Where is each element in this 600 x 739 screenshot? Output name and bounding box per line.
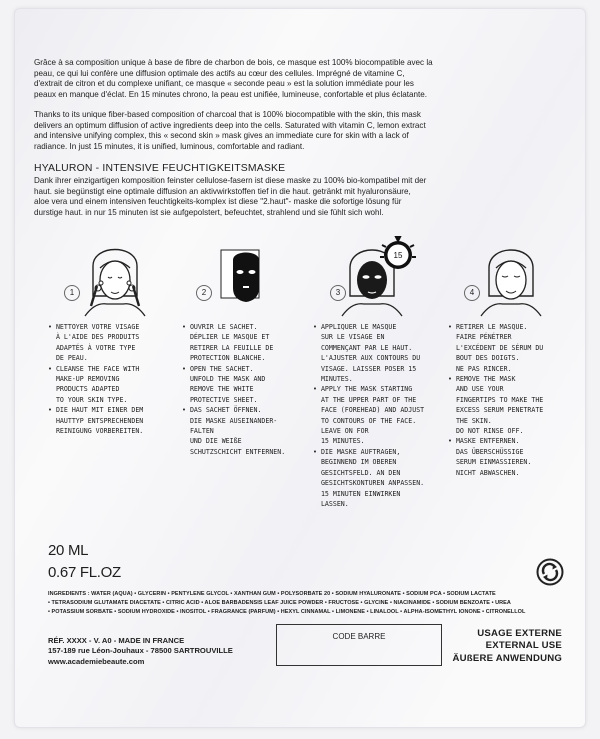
text-line: durstige haut. in nur 15 minuten ist sie aufgepolstert, befeuchtet, strahlend und sie fühlt sich wohl. [34,207,384,217]
instruction-line: MAKE-UP REMOVING [48,375,120,384]
instruction-line: TO CONTOURS OF THE FACE. [313,416,417,425]
text-line: Thanks to its unique fiber-based composition of charcoal that is 100% biocompatible with the skin, this mask [34,110,421,119]
instruction-line: PRODUCTS ADAPTED [48,385,120,394]
steps-illustrations [0,228,600,318]
instruction-line: FALTEN [182,427,214,436]
ingredients-line: INGREDIENTS : WATER (AQUA) • GLYCERIN • PENTYLENE GLYCOL • XANTHAN GUM • POLYSORBATE 20 • SODIUM HYALURONATE • SODIUM PCA • SODIUM LACTATE [48,591,496,597]
volume-ml: 20 ML [48,542,89,559]
german-description [34,176,562,218]
step-3-instructions [313,322,424,509]
english-description [34,110,562,152]
instruction-line: LASSEN. [313,499,349,508]
instruction-line: • OUVRIR LE SACHET. [182,323,258,331]
step-number: 3 [330,285,346,301]
instruction-line: PROTECTION BLANCHE. [182,354,266,363]
ingredients-line: • POTASSIUM SORBATE • SODIUM HYDROXIDE • INOSITOL • FRAGRANCE (PARFUM) • HEXYL CINNAMAL • LIMONENE • LINALOOL • ALPHA-ISOMETHYL IONONE • CITRONELLOL [48,609,526,615]
instruction-line: L'AJUSTER AUX CONTOURS DU [313,354,421,363]
timer-label: 15 [393,251,403,260]
step-1-instructions [48,322,143,436]
text-line: haut. sie begünstigt eine optimale diffusion an aktivwirkstoffen tief in die haut. getränkt mit hyaluronsäure, [34,186,411,196]
reference-line: RÉF. XXXX - V. A0 - MADE IN FRANCE [48,636,185,645]
text-line: delivers an optimum diffusion of active ingredients deep into the cells. Saturated with vitamin C, lemon extract [34,120,426,130]
french-description [34,58,562,100]
instruction-line: • NETTOYER VOTRE VISAGE [48,323,140,331]
ingredients-list [48,590,558,617]
step-number: 2 [196,285,212,301]
instruction-line: GESICHTSKONTUREN ANPASSEN. [313,479,425,488]
instruction-line: BEGINNEND IM OBEREN [313,458,397,467]
usage-line: EXTERNAL USE [485,640,562,652]
finished-face-icon [481,250,541,316]
instruction-line: PROTECTIVE SHEET. [182,395,258,404]
sheet-mask-icon [221,250,259,302]
instruction-line: FINGERTIPS TO MAKE THE [448,395,544,404]
instruction-line: AND USE YOUR [448,385,504,394]
step-4-instructions [448,322,543,478]
manufacturer-info [48,636,233,667]
text-line: Dank ihrer einzigartigen komposition feinster cellulose-fasern ist diese maske zu 100% bio-kompatibel mit der [34,176,427,185]
usage-info [453,628,562,665]
instruction-line: • MASKE ENTFERNEN. [448,437,520,446]
instruction-line: VISAGE. LAISSER POSER 15 [313,364,417,373]
instruction-line: DAS ÜBERSCHÜSSIGE [448,447,524,456]
instruction-line: AT THE UPPER PART OF THE [313,395,417,404]
instruction-line: SUR LE VISAGE EN [313,333,385,342]
instruction-line: 15 MINUTES. [313,437,365,446]
instruction-line: SCHUTZSCHICHT ENTFERNEN. [182,447,286,456]
instruction-line: FAIRE PÉNÉTRER [448,333,512,342]
text-line: peau, ce qui lui confère une diffusion optimale des actifs au cœur des cellules. Imprégné de vitamine C, [34,68,405,78]
instruction-line: UNFOLD THE MASK AND [182,375,266,384]
instruction-line: THE SKIN. [448,416,492,425]
barcode-placeholder [276,624,442,666]
instruction-line: DO NOT RINSE OFF. [448,427,524,436]
text-line: radiance. In just 15 minutes, it is unified, luminous, comfortable and radiant. [34,141,305,151]
german-heading: HYALURON - INTENSIVE FEUCHTIGKEITSMASKE [34,163,286,174]
barcode-label: CODE BARRE [332,632,386,641]
instruction-line: ADAPTÉS À VOTRE TYPE [48,343,136,352]
instruction-line: DIE MASKE AUSEINANDER- [182,416,278,425]
instruction-line: LEAVE ON FOR [313,427,369,436]
timer-icon [380,237,416,269]
instruction-line: • CLEANSE THE FACE WITH [48,364,140,373]
instruction-line: • REMOVE THE MASK [448,375,516,384]
instruction-line: TO YOUR SKIN TYPE. [48,395,128,404]
text-line: peaux en manque d'éclat. En 15 minutes chrono, la peau est unifiée, lumineuse, confortable et plus éclatante. [34,89,427,99]
instruction-line: • DIE HAUT MIT EINER DEM [48,406,144,415]
instruction-line: FACE (FOREHEAD) AND ADJUST [313,406,425,415]
instruction-line: REINIGUNG VORBEREITEN. [48,427,144,436]
volume-oz: 0.67 FL.OZ [48,564,121,581]
instruction-line: L'EXCÉDENT DE SÉRUM DU [448,343,544,352]
instruction-line: UND DIE WEIßE [182,437,242,446]
volume-label [48,540,121,584]
instruction-line: • APPLIQUER LE MASQUE [313,323,397,331]
usage-line: ÄUßERE ANWENDUNG [452,652,562,664]
instruction-line: • DIE MASKE AUFTRAGEN, [313,447,401,456]
instruction-line: • RETIRER LE MASQUE. [448,323,528,331]
instruction-line: DE PEAU. [48,354,88,363]
text-line: aloe vera und einem intensiven feuchtigkeits-komplex ist diese "2.haut"- maske die sofortige lösung für [34,197,402,207]
step-number: 4 [464,285,480,301]
website-line: www.academiebeaute.com [48,656,145,666]
recycle-icon [536,558,564,586]
instruction-line: EXCESS SERUM PENETRATE [448,406,544,415]
instruction-line: SERUM EINMASSIEREN. [448,458,532,467]
instruction-line: • DAS SACHET ÖFFNEN. [182,406,262,415]
step-2-instructions [182,322,285,457]
instruction-line: DÉPLIER LE MASQUE ET [182,333,270,342]
instruction-line: MINUTES. [313,375,353,384]
text-line: Grâce à sa composition unique à base de fibre de charbon de bois, ce masque est 100% biocompatible avec la [34,58,433,67]
instruction-line: NE PAS RINCER. [448,364,512,373]
instruction-line: REMOVE THE WHITE [182,385,254,394]
ingredients-line: • TETRASODIUM GLUTAMATE DIACETATE • CITRIC ACID • ALOE BARBADENSIS LEAF JUICE POWDER • FRUCTOSE • GLYCINE • NIACINAMIDE • SODIUM BENZOATE • UREA [48,600,511,606]
instruction-line: COMMENÇANT PAR LE HAUT. [313,343,413,352]
text-line: d'extrait de citron et du complexe unifiant, ce masque « seconde peau » est la solution immédiate pour les [34,79,414,89]
instruction-line: À L'AIDE DES PRODUITS [48,333,140,342]
text-line: and intensive unifying complex, this « second skin » mask gives an immediate cure for skin with a lack of [34,131,409,141]
instruction-line: GESICHTSFELD. AN DEN [313,468,401,477]
instruction-line: RETIRER LA FEUILLE DE [182,343,274,352]
instruction-line: NICHT ABWASCHEN. [448,468,520,477]
step-number: 1 [64,285,80,301]
instruction-line: • APPLY THE MASK STARTING [313,385,413,394]
cleansing-face-icon [85,250,145,317]
instruction-line: BOUT DES DOIGTS. [448,354,520,363]
instruction-line: 15 MINUTEN EINWIRKEN [313,489,401,498]
instruction-line: HAUTTYP ENTSPRECHENDEN [48,416,144,425]
address-line: 157-189 rue Léon-Jouhaux - 78500 SARTROUVILLE [48,646,233,656]
instruction-line: • OPEN THE SACHET. [182,364,254,373]
usage-line: USAGE EXTERNE [477,628,562,639]
